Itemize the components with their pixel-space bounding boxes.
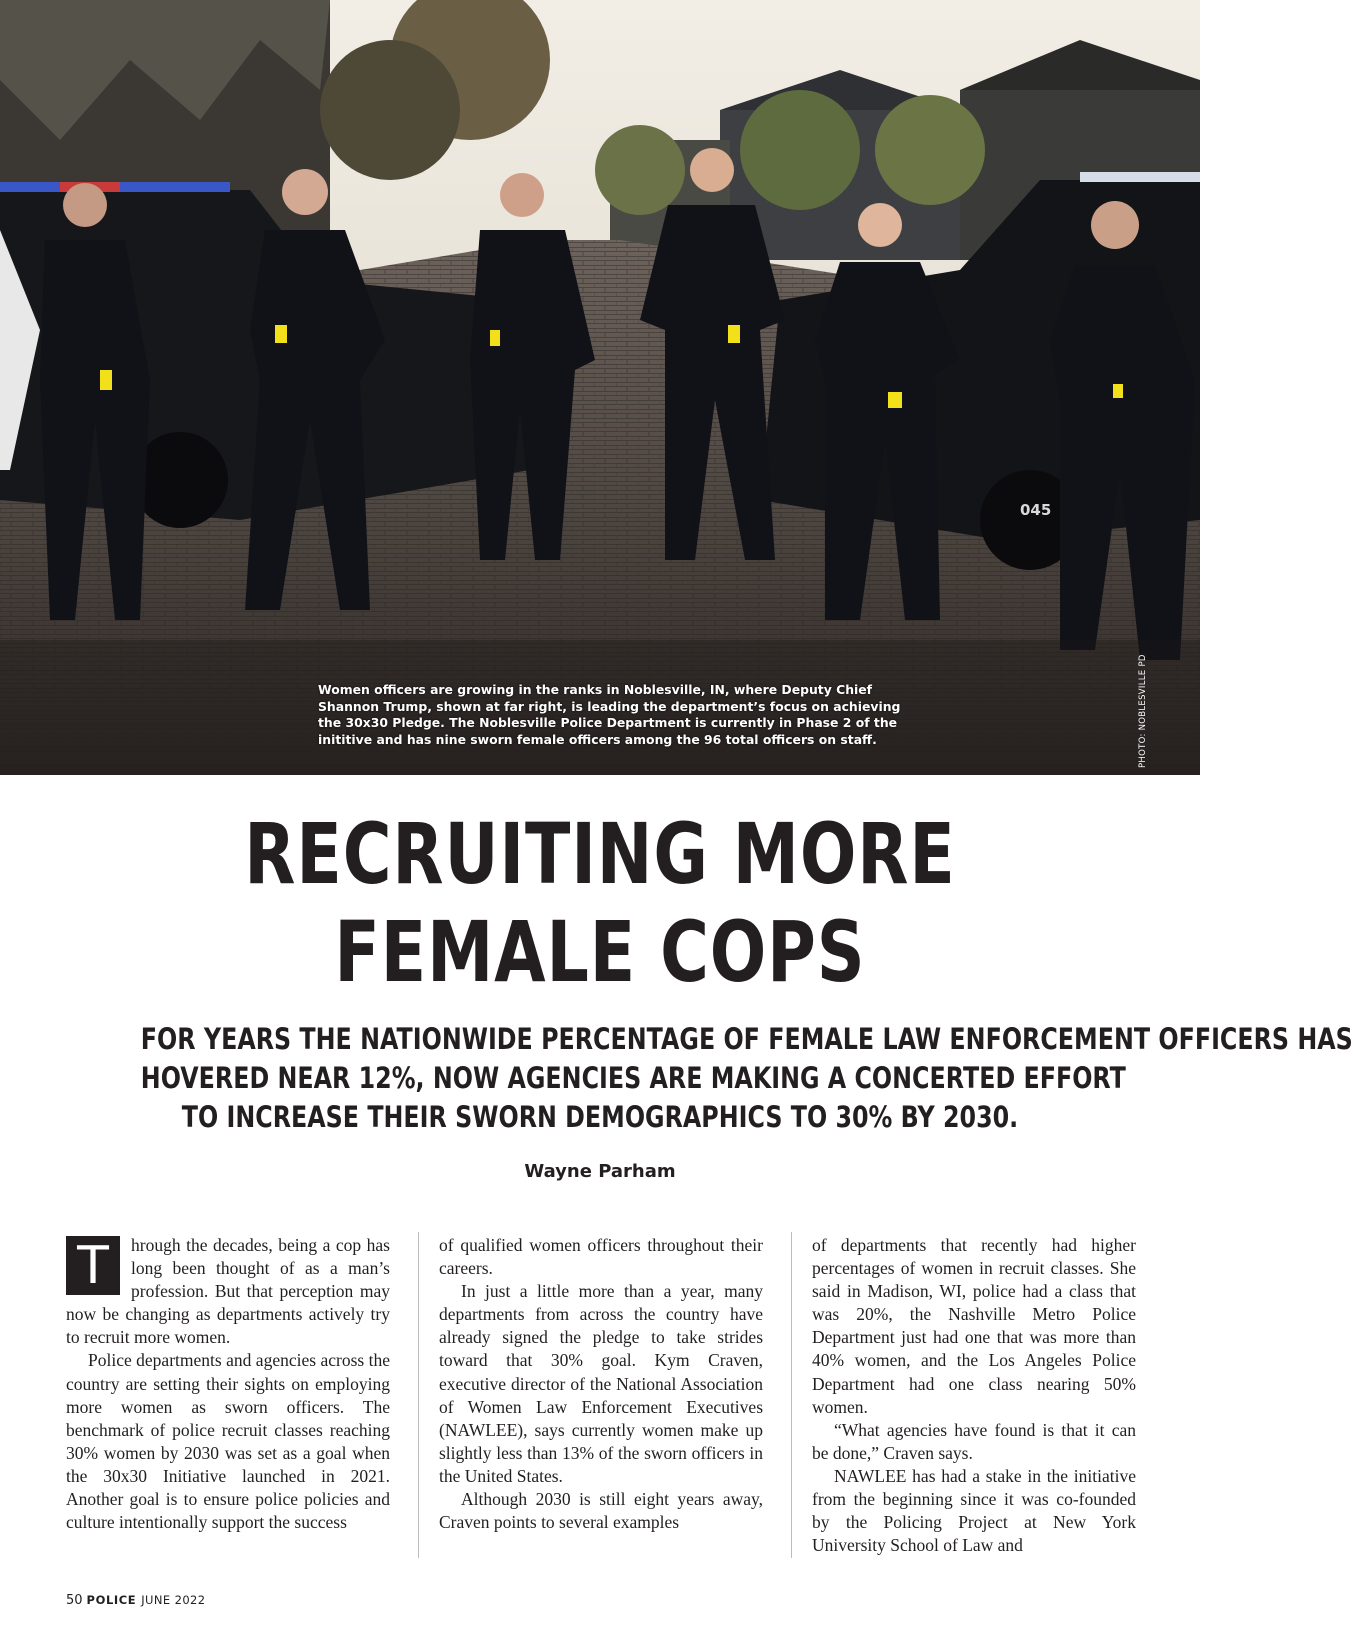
page-footer bbox=[66, 1593, 205, 1608]
page-number: 50 bbox=[66, 1593, 83, 1608]
issue-date: JUNE 2022 bbox=[141, 1593, 206, 1607]
paragraph: In just a little more than a year, many departments from across the country have already signed the pledge to take strides toward that 30% goal. Kym Craven, executive director of the National Association of Women Law Enforcement Executives (NAWLEE), says currently women make up slightly less than 13% of the sworn officers in the United States. bbox=[439, 1281, 763, 1486]
paragraph: of qualified women officers throughout their careers. bbox=[439, 1235, 763, 1279]
article-headline bbox=[0, 805, 1200, 1001]
paragraph: Police departments and agencies across the country are setting their sights on employing more women as sworn officers. The benchmark of police recruit classes reaching 30% women by 2030 was set as a goal when the 30x30 Initiative launched in 2021. Another goal is to ensure police policies and culture intentionally support the success bbox=[66, 1350, 390, 1533]
hero-photo bbox=[0, 0, 1200, 775]
deck-line-1: FOR YEARS THE NATIONWIDE PERCENTAGE OF FEMALE LAW ENFORCEMENT OFFICERS HAS bbox=[140, 1022, 1353, 1056]
column-divider bbox=[418, 1232, 419, 1558]
headline-line-1: RECRUITING MORE bbox=[244, 805, 956, 903]
publication-name: POLICE bbox=[86, 1593, 137, 1607]
deck-line-3: TO INCREASE THEIR SWORN DEMOGRAPHICS TO 30% BY 2030. bbox=[181, 1100, 1019, 1134]
deck-line-2: HOVERED NEAR 12%, NOW AGENCIES ARE MAKING A CONCERTED EFFORT bbox=[140, 1061, 1126, 1095]
paragraph-text: hrough the decades, being a cop has long been thought of as a man’s profession. But that perception may now be changing as departments actively try to recruit more women. bbox=[66, 1235, 390, 1348]
officers-photo-illustration bbox=[0, 0, 1200, 775]
column-divider bbox=[791, 1232, 792, 1558]
paragraph: Although 2030 is still eight years away, Craven points to several examples bbox=[439, 1489, 763, 1533]
paragraph: of departments that recently had higher percentages of women in recruit classes. She said in Madison, WI, police had a class that was 20%, the Nashville Metro Police Department just had one that was more than 40% women, and the Los Angeles Police Department had one class nearing 50% women. bbox=[812, 1235, 1136, 1417]
body-column-3 bbox=[812, 1234, 1136, 1557]
body-column-1 bbox=[66, 1234, 390, 1534]
article-deck bbox=[40, 1020, 1353, 1137]
drop-cap: T bbox=[66, 1236, 120, 1295]
paragraph bbox=[66, 1234, 390, 1349]
photo-caption: Women officers are growing in the ranks in Noblesville, IN, where Deputy Chief Shannon Trump, shown at far right, is leading the department’s focus on achieving the 30x30 Pledge. The Noblesville Police Department is currently in Phase 2 of the inititive and has nine sworn female officers among the 96 total officers on staff. bbox=[318, 682, 901, 747]
paragraph: NAWLEE has had a stake in the initiative from the beginning since it was co-founded by the Policing Project at New York University School of Law and bbox=[812, 1465, 1136, 1556]
body-column-2 bbox=[439, 1234, 763, 1534]
vehicle-number: 045 bbox=[1020, 501, 1052, 519]
headline-line-2: FEMALE COPS bbox=[334, 903, 866, 1001]
paragraph: “What agencies have found is that it can be done,” Craven says. bbox=[812, 1419, 1136, 1463]
byline: Wayne Parham bbox=[524, 1161, 676, 1182]
photo-credit: PHOTO: NOBLESVILLE PD bbox=[1138, 654, 1148, 768]
